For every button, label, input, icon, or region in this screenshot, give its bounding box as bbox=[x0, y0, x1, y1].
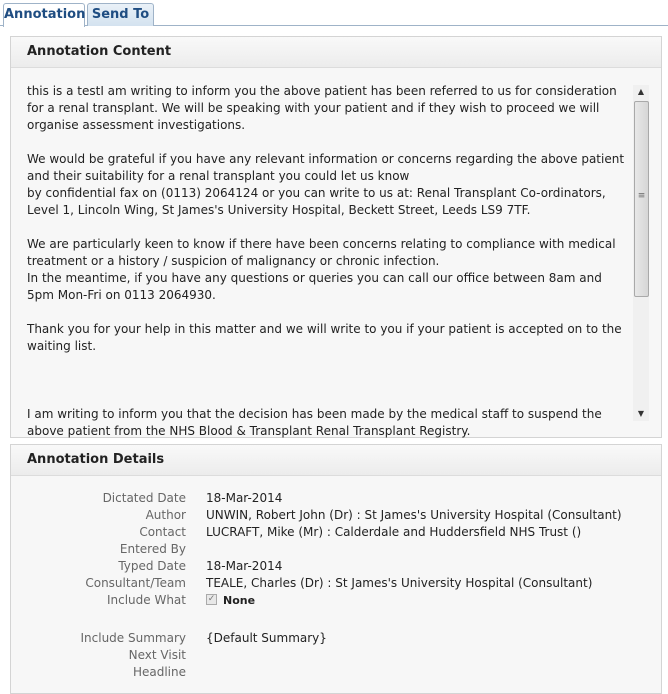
detail-row-headline bbox=[11, 664, 663, 681]
field-label: Entered By bbox=[119, 542, 186, 556]
content-paragraph: Thank you for your help in this matter and we will write to you if your patient is accepted on to the waiting list. bbox=[27, 322, 622, 353]
scroll-thumb[interactable] bbox=[634, 101, 649, 297]
field-label: Next Visit bbox=[128, 648, 186, 662]
field-label: Dictated Date bbox=[102, 491, 186, 505]
field-label: Contact bbox=[139, 525, 186, 539]
field-label: Include What bbox=[106, 593, 186, 607]
grip-icon: ≡ bbox=[637, 191, 646, 201]
field-value: 18-Mar-2014 bbox=[206, 559, 283, 573]
scroll-up-icon[interactable]: ▲ bbox=[637, 87, 645, 96]
annotation-details-panel bbox=[10, 444, 662, 694]
content-paragraph bbox=[27, 372, 631, 389]
detail-row-consultant-team bbox=[11, 575, 663, 592]
field-label: Headline bbox=[132, 665, 186, 679]
panel-title: Annotation Content bbox=[11, 37, 661, 68]
annotation-content-panel bbox=[10, 36, 662, 438]
tab-send-to[interactable]: Send To bbox=[87, 3, 154, 26]
tab-annotation[interactable]: Annotation bbox=[3, 3, 85, 27]
field-value: 18-Mar-2014 bbox=[206, 491, 283, 505]
tab-bar bbox=[0, 0, 668, 26]
field-label: Include Summary bbox=[80, 631, 186, 645]
field-value: {Default Summary} bbox=[206, 631, 327, 645]
content-paragraph: We are particularly keen to know if there have been concerns relating to compliance with medical treatment or a history / suspicion of malignancy or chronic infection. In the meantime, if you have any questions or queries you can call our office between 8am and 5pm Mon-Fri on 0113 2064930. bbox=[27, 237, 616, 302]
field-value: LUCRAFT, Mike (Mr) : Calderdale and Huddersfield NHS Trust () bbox=[206, 525, 582, 539]
detail-row-include-what bbox=[11, 592, 663, 609]
vertical-scrollbar[interactable] bbox=[633, 85, 649, 421]
detail-row-author bbox=[11, 507, 663, 524]
detail-row-entered-by bbox=[11, 541, 663, 558]
field-label: Typed Date bbox=[118, 559, 186, 573]
field-label: Consultant/Team bbox=[85, 576, 186, 590]
content-paragraph: I am writing to inform you that the decision has been made by the medical staff to suspend the above patient from the NHS Blood & Transplant Renal Transplant Registry. bbox=[27, 407, 602, 438]
scroll-down-icon[interactable]: ▼ bbox=[637, 409, 645, 418]
field-value: TEALE, Charles (Dr) : St James's University Hospital (Consultant) bbox=[206, 576, 593, 590]
field-label: Author bbox=[145, 508, 186, 522]
detail-row-next-visit bbox=[11, 647, 663, 664]
content-paragraph: We would be grateful if you have any relevant information or concerns regarding the above patient and their suitability for a renal transplant you could let us know by confidential fax on (0113) 2064124 or you can write to us at: Renal Transplant Co-ordinators, Level 1, Lincoln Wing, St James's University Hospital, Beckett Street, Leeds LS9 7TF. bbox=[27, 152, 625, 217]
include-none-checkbox[interactable]: ✓ bbox=[207, 594, 216, 604]
content-paragraph: this is a testI am writing to inform you the above patient has been referred to us for consideration for a renal transplant. We will be speaking with your patient and if they wish to proceed we will organise assessment investigations. bbox=[27, 84, 617, 132]
field-value: UNWIN, Robert John (Dr) : St James's University Hospital (Consultant) bbox=[206, 508, 622, 522]
detail-row-include-summary bbox=[11, 630, 663, 647]
panel-title: Annotation Details bbox=[11, 445, 661, 476]
detail-row-contact bbox=[11, 524, 663, 541]
detail-row-typed-date bbox=[11, 558, 663, 575]
detail-row-dictated-date bbox=[11, 490, 663, 507]
checkbox-label: None bbox=[223, 594, 256, 607]
annotation-text-area[interactable] bbox=[27, 83, 631, 438]
